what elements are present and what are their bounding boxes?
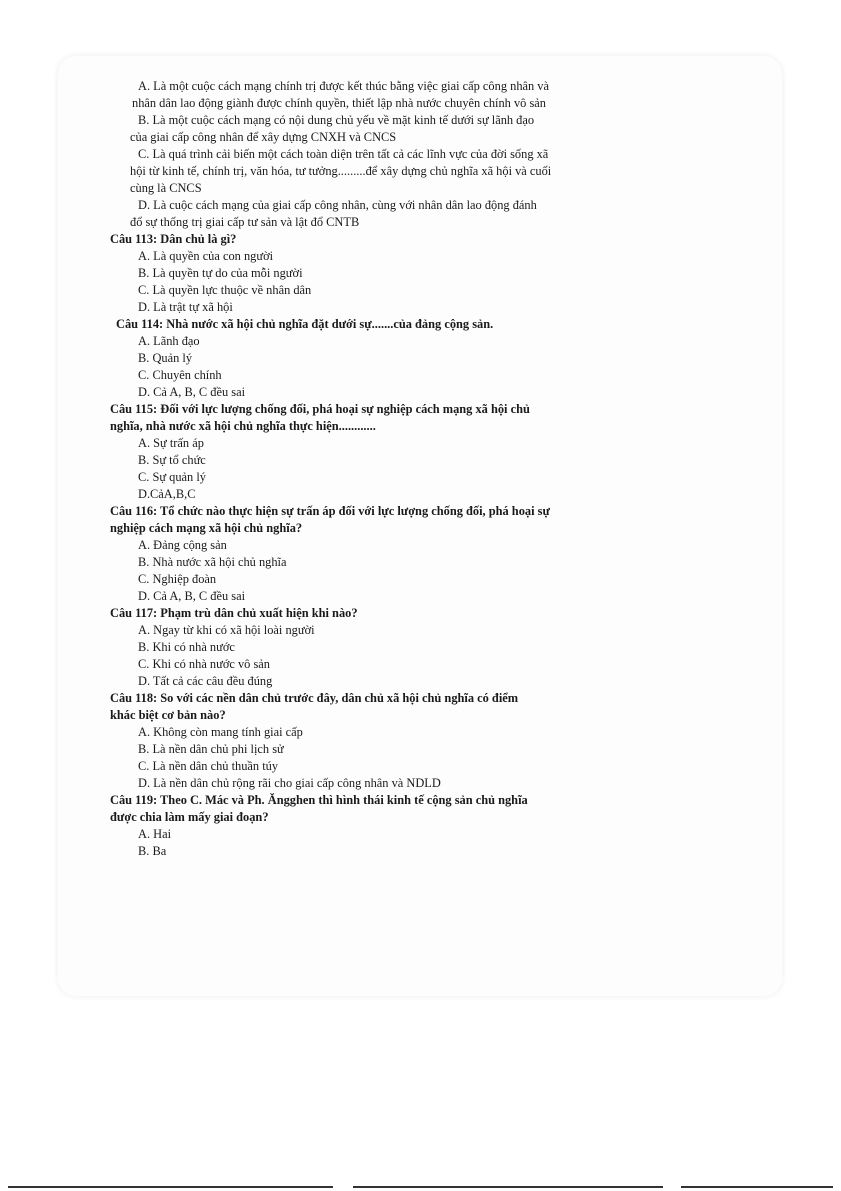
- answer-option: A. Đảng cộng sản: [138, 538, 227, 552]
- answer-option: A. Là quyền của con người: [138, 249, 274, 263]
- answer-option: D. Tất cả các câu đều đúng: [138, 674, 273, 688]
- answer-option: A. Sự trấn áp: [138, 436, 204, 450]
- text-line: D. Là cuộc cách mạng của giai cấp công nhân, cùng với nhân dân lao động đánh: [138, 198, 537, 212]
- question-title: Câu 119: Theo C. Mác và Ph. Ăngghen thì hình thái kinh tế cộng sản chủ nghĩa: [110, 793, 528, 807]
- text-line: cùng là CNCS: [130, 181, 202, 195]
- question-block: [110, 401, 650, 503]
- question-block: [110, 792, 650, 860]
- question-title: Câu 118: So với các nền dân chủ trước đây, dân chủ xã hội chủ nghĩa có điểm: [110, 691, 519, 705]
- text-line: của giai cấp công nhân để xây dựng CNXH và CNCS: [130, 130, 397, 144]
- question-title: Câu 113: Dân chủ là gì?: [110, 232, 237, 246]
- answer-option: C. Sự quản lý: [138, 470, 206, 484]
- answer-option: D. Cả A, B, C đều sai: [138, 589, 246, 603]
- answer-option: B. Là quyền tự do của mỗi người: [138, 266, 303, 280]
- text-line: B. Là một cuộc cách mạng có nội dung chủ yếu về mặt kinh tế dưới sự lãnh đạo: [138, 113, 535, 127]
- question-title: Câu 114: Nhà nước xã hội chủ nghĩa đặt dưới sự.......của đảng cộng sản.: [116, 317, 494, 331]
- answer-option: C. Chuyên chính: [138, 368, 222, 382]
- answer-option: C. Là quyền lực thuộc về nhân dân: [138, 283, 312, 297]
- question-block: [110, 690, 650, 792]
- answer-option: A. Lãnh đạo: [138, 334, 200, 348]
- answer-option: B. Quản lý: [138, 351, 193, 365]
- intro-answer-block: [110, 78, 650, 231]
- question-block: [110, 503, 650, 605]
- answer-option: C. Khi có nhà nước vô sản: [138, 657, 270, 671]
- question-block: [110, 316, 650, 401]
- answer-option: C. Nghiệp đoàn: [138, 572, 217, 586]
- answer-option: A. Không còn mang tính giai cấp: [138, 725, 303, 739]
- question-block: [110, 605, 650, 690]
- answer-option: B. Là nền dân chủ phi lịch sử: [138, 742, 284, 756]
- question-title: nghiệp cách mạng xã hội chủ nghĩa?: [110, 521, 303, 535]
- question-title: Câu 115: Đối với lực lượng chống đối, phá hoại sự nghiệp cách mạng xã hội chủ: [110, 402, 530, 416]
- text-line: hội từ kinh tế, chính trị, văn hóa, tư tưởng.........để xây dựng chủ nghĩa xã hội và cuối: [130, 164, 552, 178]
- text-line: đổ sự thống trị giai cấp tư sản và lật đổ CNTB: [130, 215, 360, 229]
- answer-option: A. Ngay từ khi có xã hội loài người: [138, 623, 315, 637]
- text-line: nhân dân lao động giành được chính quyền, thiết lập nhà nước chuyên chính vô sản: [132, 96, 546, 110]
- document-body: [110, 78, 650, 860]
- answer-option: B. Ba: [138, 844, 167, 858]
- answer-option: B. Khi có nhà nước: [138, 640, 235, 654]
- text-line: C. Là quá trình cải biến một cách toàn diện trên tất cả các lĩnh vực của đời sống xã: [138, 147, 549, 161]
- answer-option: B. Nhà nước xã hội chủ nghĩa: [138, 555, 287, 569]
- answer-option: D. Là nền dân chủ rộng rãi cho giai cấp công nhân và NDLD: [138, 776, 441, 790]
- question-block: [110, 231, 650, 316]
- page-bottom-rule: [8, 1186, 833, 1188]
- answer-option: D. Là trật tự xã hội: [138, 300, 233, 314]
- answer-option: A. Hai: [138, 827, 172, 841]
- text-line: A. Là một cuộc cách mạng chính trị được kết thúc bằng việc giai cấp công nhân và: [138, 79, 549, 93]
- question-title: được chia làm mấy giai đoạn?: [110, 810, 269, 824]
- question-title: nghĩa, nhà nước xã hội chủ nghĩa thực hiện............: [110, 419, 376, 433]
- answer-option: C. Là nền dân chủ thuần túy: [138, 759, 279, 773]
- question-title: Câu 117: Phạm trù dân chủ xuất hiện khi nào?: [110, 606, 358, 620]
- question-title: Câu 116: Tổ chức nào thực hiện sự trấn áp đối với lực lượng chống đối, phá hoại sự: [110, 504, 550, 518]
- answer-option: D.CảA,B,C: [138, 487, 196, 501]
- question-title: khác biệt cơ bản nào?: [110, 708, 226, 722]
- answer-option: B. Sự tổ chức: [138, 453, 206, 467]
- answer-option: D. Cả A, B, C đều sai: [138, 385, 246, 399]
